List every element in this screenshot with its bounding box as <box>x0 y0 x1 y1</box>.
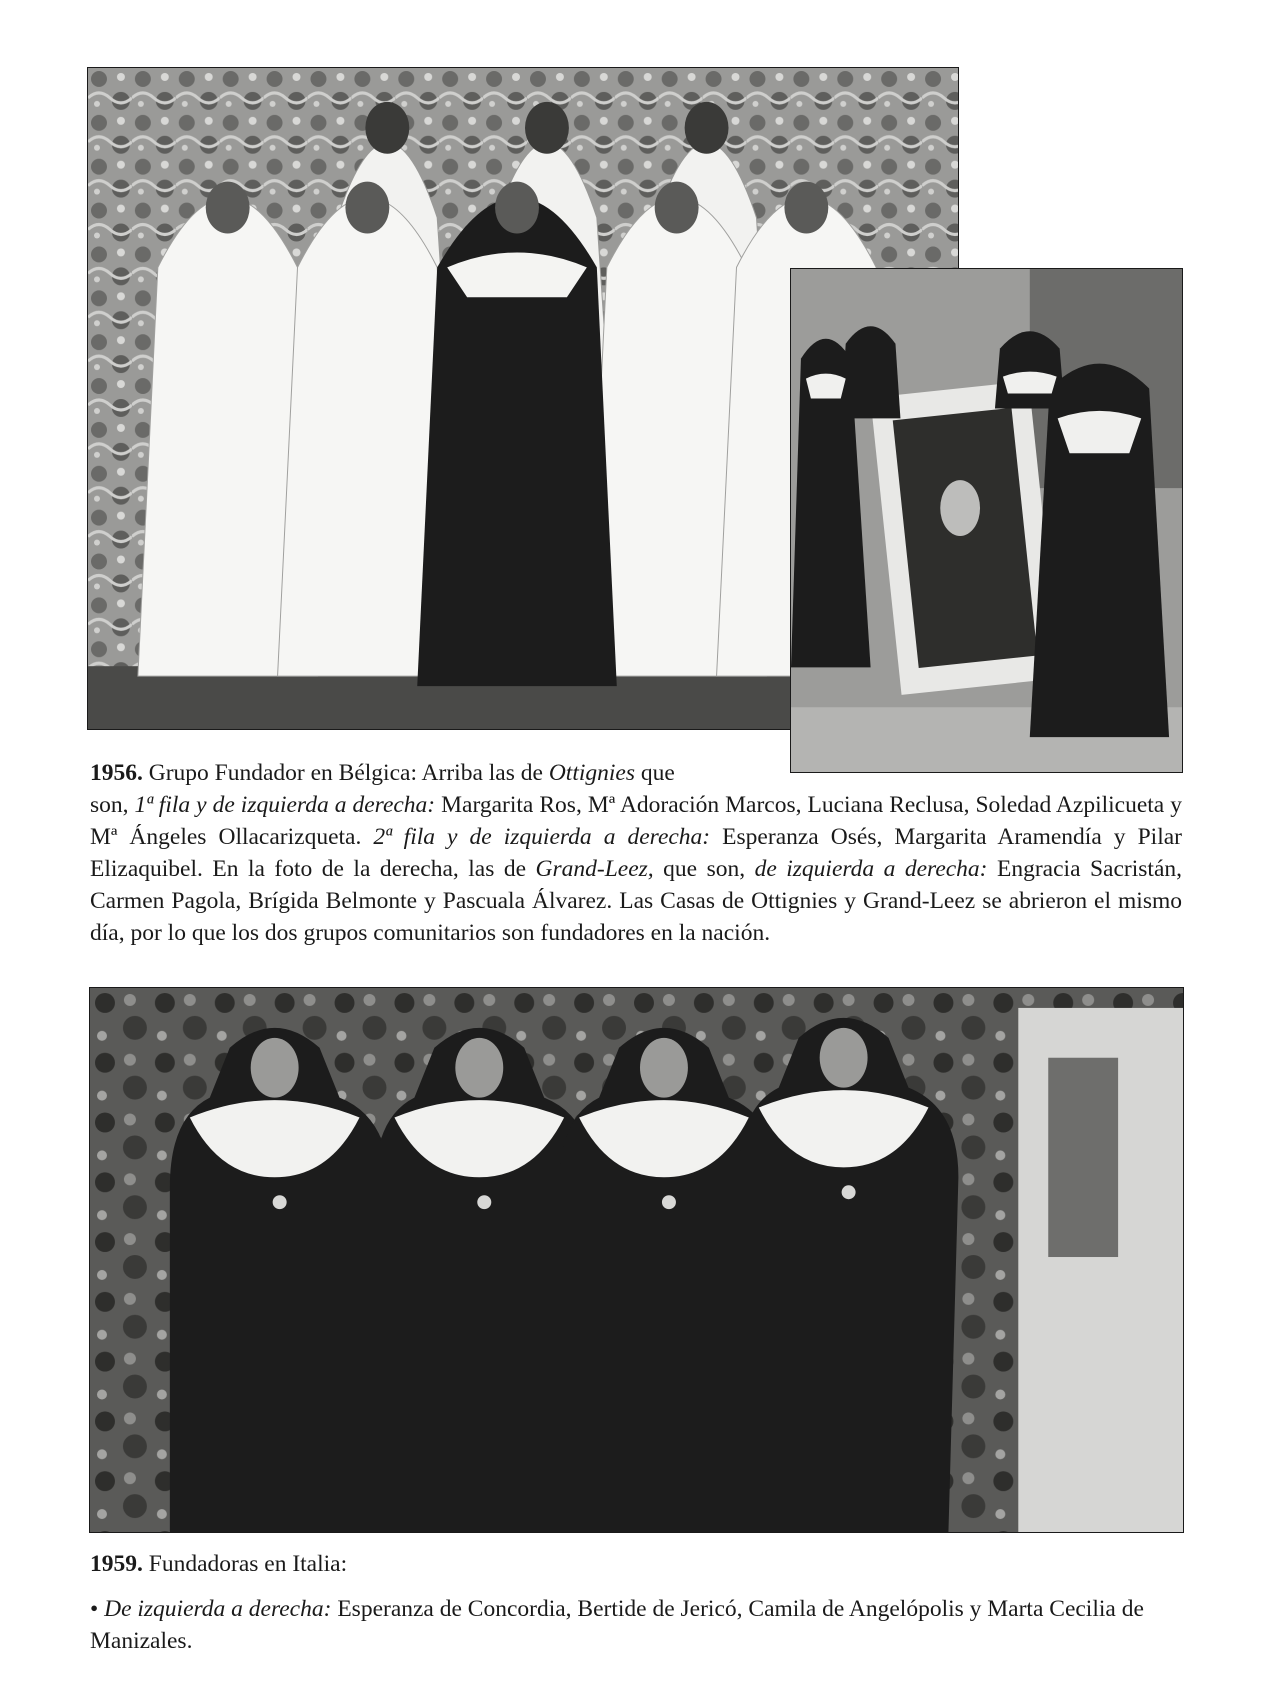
caption-1956-place-grand-leez: Grand-Leez, <box>535 856 654 882</box>
caption-1956-first-line <box>90 757 770 789</box>
caption-1956-body <box>90 789 1182 949</box>
caption-1956-row-2-names: Esperanza Osés, Margarita Aramendía y Pilar Elizaquibel. En la foto de la derecha, las de <box>90 824 1182 882</box>
photo-1956-grand-leez <box>790 268 1183 773</box>
photo-1959-italia-image <box>90 988 1183 1532</box>
caption-1956-year: 1956. <box>90 760 143 786</box>
caption-1956-that-are: que son, <box>653 856 755 882</box>
caption-1956-inset-names: Engracia Sacristán, Carmen Pagola, Brígida Belmonte y Pascuala Álvarez. Las Casas de Ottignies y Grand-Leez se abrieron el mismo día, por lo que los dos grupos comunitarios son fundadores en la nación. <box>90 856 1182 946</box>
caption-1956-row-1-names: Margarita Ros, Mª Adoración Marcos, Luciana Reclusa, Soledad Azpilicueta y Mª Ángeles Ollacarizqueta. <box>90 792 1182 850</box>
photo-1956-grand-leez-image <box>791 269 1182 772</box>
caption-1956-row-1-label: 1ª fila y de izquierda a derecha: <box>134 792 436 818</box>
caption-1959-year: 1959. <box>90 1551 143 1577</box>
caption-1956-after-place: que <box>634 760 675 786</box>
caption-1956-place-ottignies: Ottignies <box>548 760 635 786</box>
caption-1959-order-label: De izquierda a derecha: <box>104 1596 332 1622</box>
caption-1956-son: son, <box>90 792 135 818</box>
caption-1956-order-label: de izquierda a derecha: <box>754 856 988 882</box>
caption-1959-title-text: Fundadoras en Italia: <box>142 1551 348 1577</box>
photo-1959-italia <box>89 987 1184 1533</box>
caption-1959-names-text: Esperanza de Concordia, Bertide de Jericó, Camila de Angelópolis y Marta Cecilia de Manizales. <box>90 1596 1144 1654</box>
caption-1956-row-2-label: 2ª fila y de izquierda a derecha: <box>373 824 711 850</box>
caption-1956-intro: Grupo Fundador en Bélgica: Arriba las de <box>142 760 549 786</box>
caption-1959-names <box>90 1593 1182 1657</box>
caption-1959-bullet: • <box>90 1596 105 1622</box>
caption-1959-title <box>90 1548 1182 1580</box>
